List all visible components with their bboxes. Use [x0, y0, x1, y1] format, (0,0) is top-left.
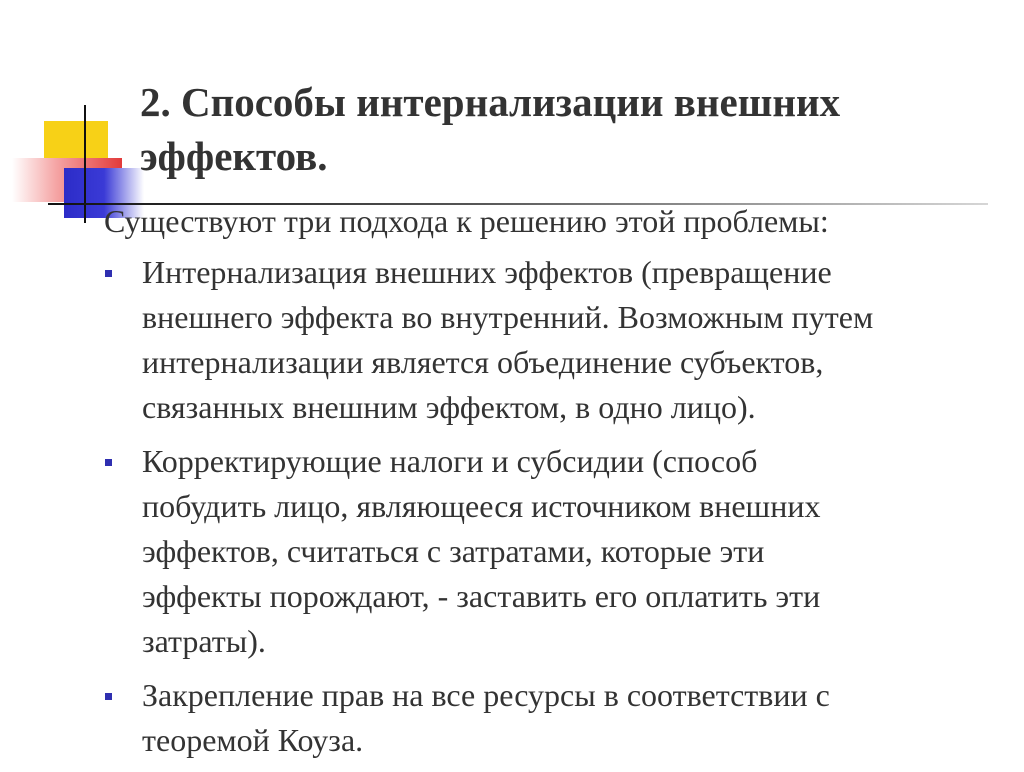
title-line-1: 2. Способы интернализации внешних [140, 79, 841, 125]
bullet-line: интернализации является объединение субъектов, [142, 344, 824, 380]
bullet-line: Закрепление прав на все ресурсы в соответствии с [142, 677, 830, 713]
bullet-text [142, 439, 998, 664]
title-line-2: эффектов. [140, 133, 328, 179]
bullet-line: Интернализация внешних эффектов (превращение [142, 254, 832, 290]
bullet-line: связанных внешним эффектом, в одно лицо). [142, 389, 756, 425]
decor-vertical-line [84, 105, 86, 223]
bullet-list [98, 250, 998, 772]
bullet-line: затраты). [142, 623, 266, 659]
bullet-text [142, 250, 998, 430]
intro-text: Существуют три подхода к решению этой проблемы: [104, 203, 829, 239]
bullet-line: теоремой Коуза. [142, 722, 364, 758]
bullet-line: Корректирующие налоги и субсидии (способ [142, 443, 758, 479]
bullet-line: эффекты порождают, - заставить его оплатить эти [142, 578, 821, 614]
bullet-item-taxes-subsidies [98, 439, 998, 664]
bullet-square-icon [105, 459, 112, 466]
bullet-square-icon [105, 693, 112, 700]
bullet-item-internalization [98, 250, 998, 430]
bullet-item-property-rights [98, 673, 998, 763]
bullet-line: эффектов, считаться с затратами, которые эти [142, 533, 765, 569]
bullet-square-icon [105, 270, 112, 277]
bullet-text [142, 673, 998, 763]
bullet-line: побудить лицо, являющееся источником внешних [142, 488, 821, 524]
bullet-line: внешнего эффекта во внутренний. Возможным путем [142, 299, 874, 335]
slide-title [140, 75, 960, 183]
